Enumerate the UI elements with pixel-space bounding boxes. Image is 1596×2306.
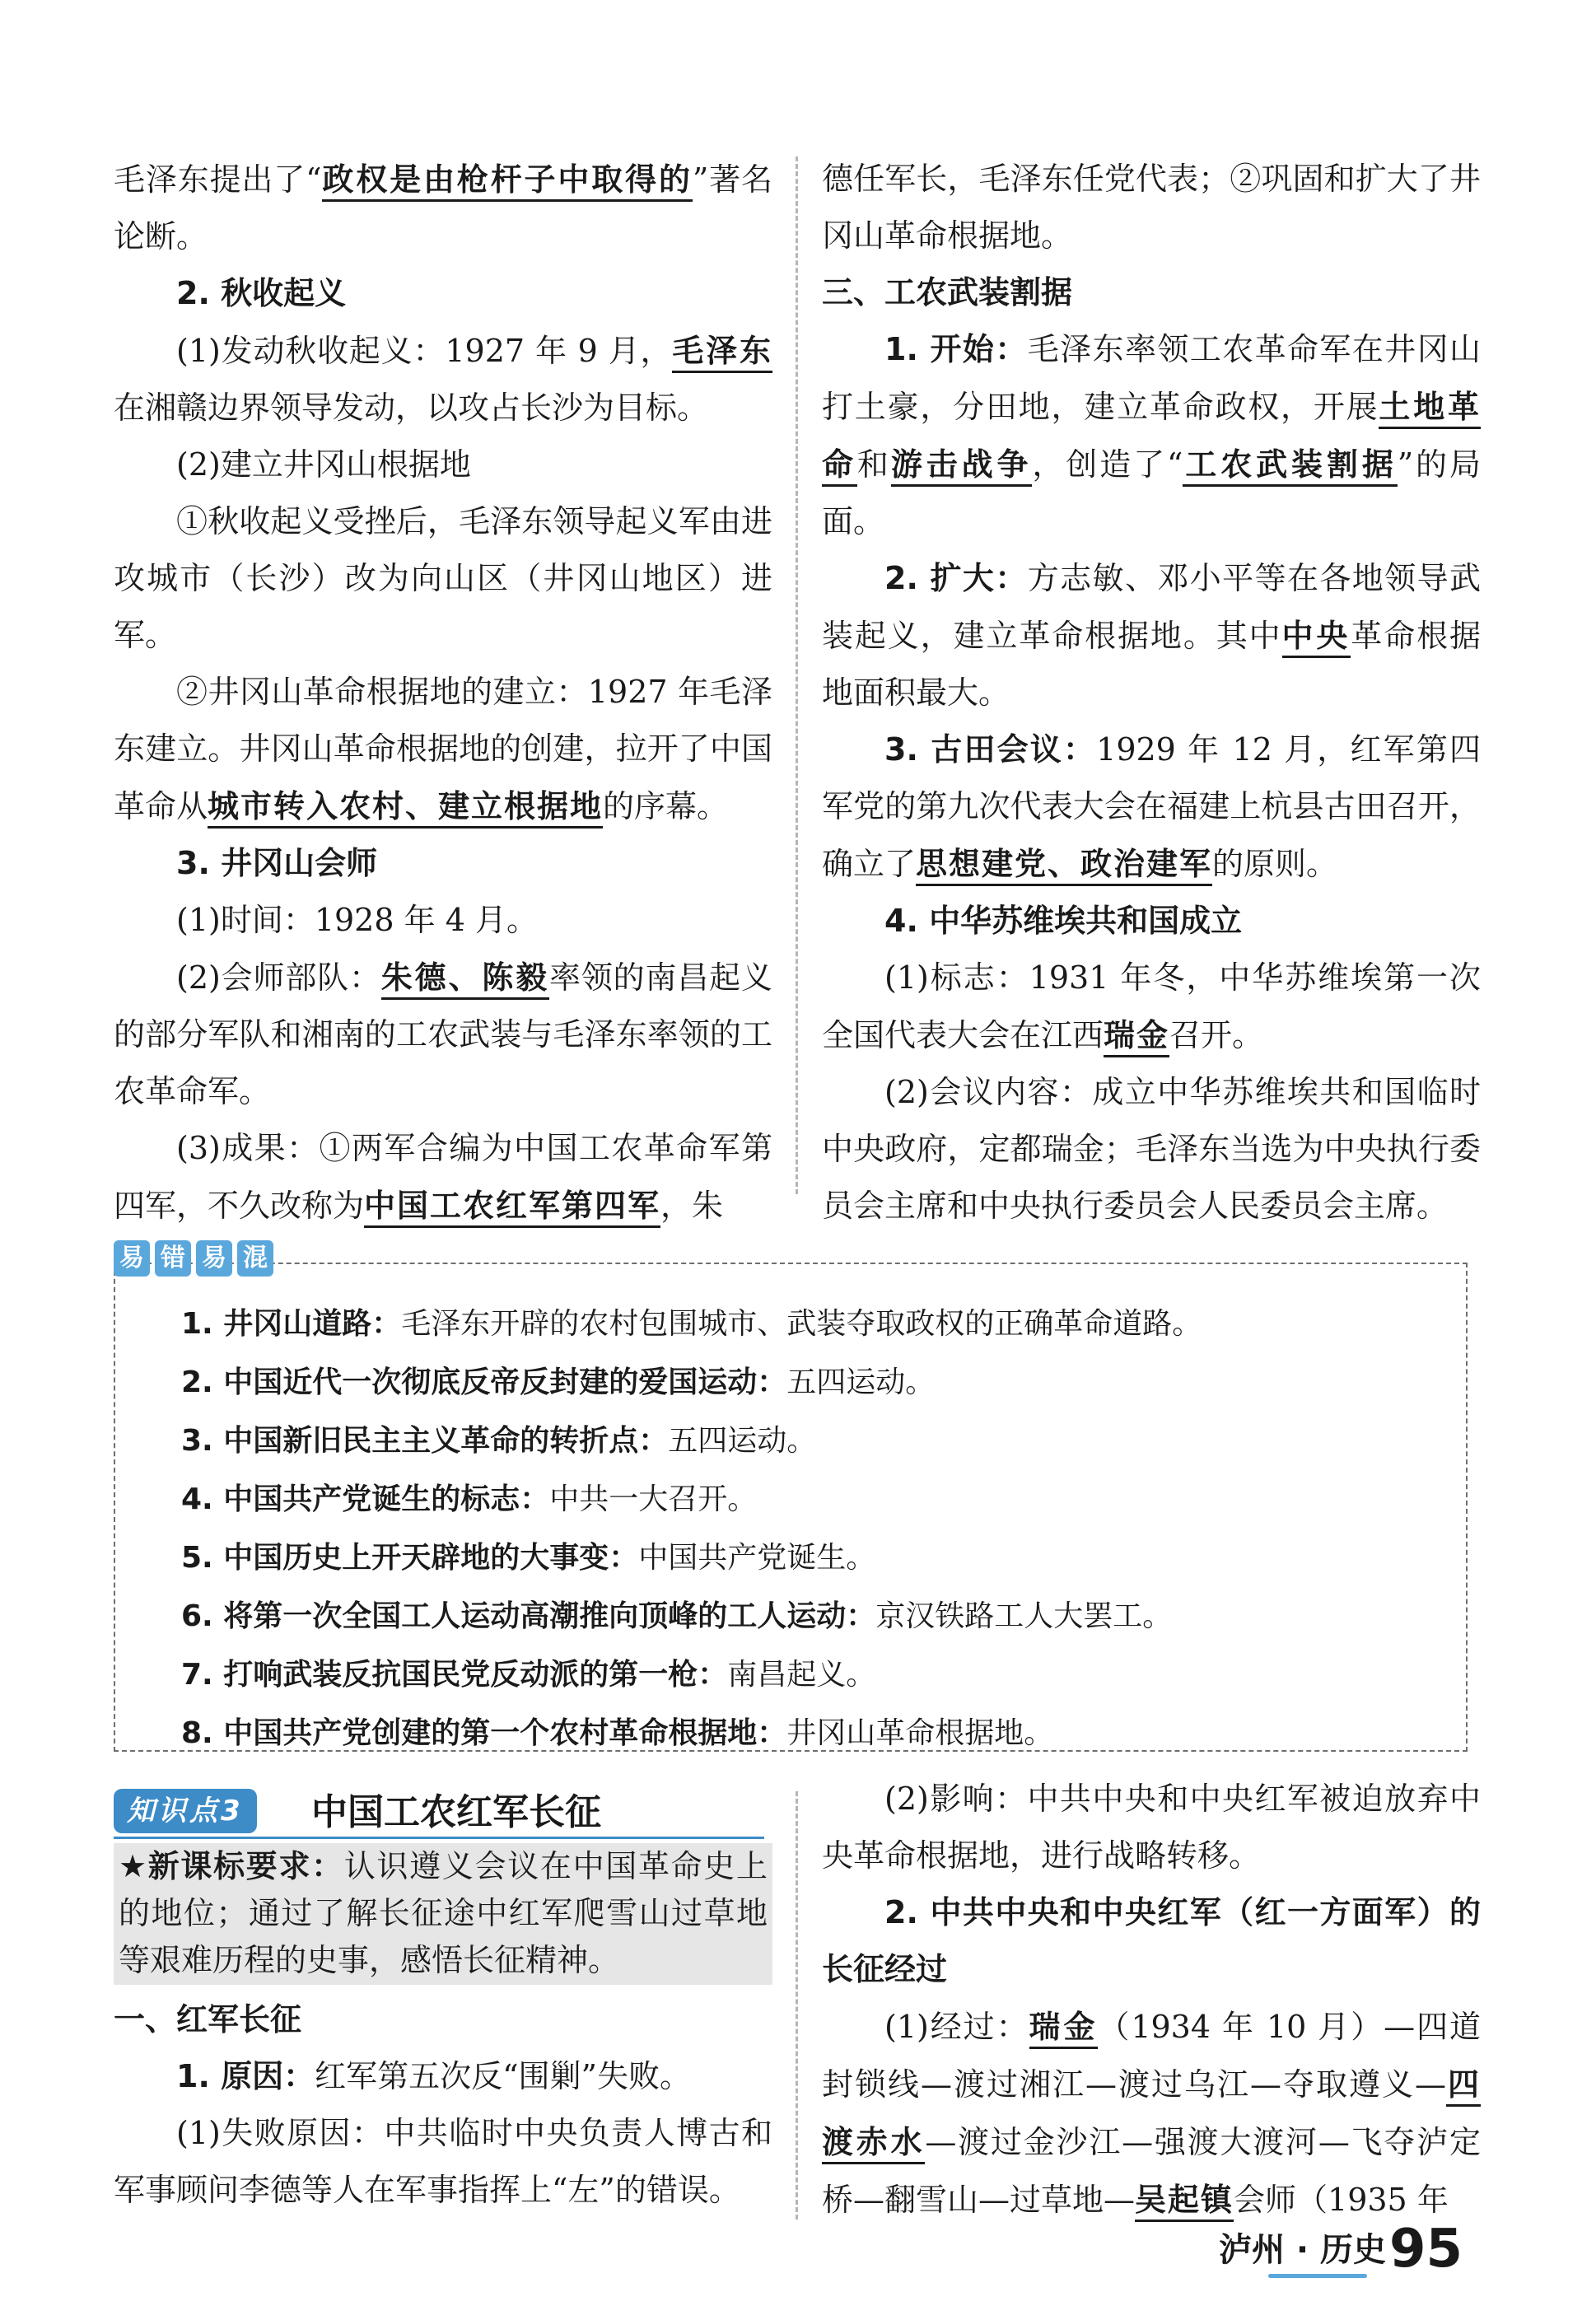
section-heading: 一、红军长征 [114, 2001, 302, 2038]
text-run: ”著名论断。 [114, 161, 772, 254]
paragraph [822, 721, 1481, 893]
text-run: (1)标志：1931 年冬，中华苏维埃第一次全国代表大会在江西 [822, 959, 1481, 1053]
section-heading: 4. 中华苏维埃共和国成立 [884, 903, 1243, 939]
paragraph [822, 151, 1481, 264]
item-text: 五四运动。 [786, 1365, 936, 1399]
footer-accent-bar [1268, 2274, 1367, 2278]
error-prone-tag [114, 1240, 273, 1277]
paragraph [114, 664, 772, 835]
paragraph [114, 436, 772, 493]
text-run: 的序幕。 [603, 788, 729, 824]
paragraph [114, 892, 772, 949]
item-label: 3. 中国新旧民主主义革命的转折点： [181, 1424, 669, 1458]
bold-label: 2. 扩大： [884, 560, 1028, 596]
keyword: 城市转入农村、建立根据地 [208, 787, 603, 829]
text-run: （1934 年 10 月）—四道封锁线—渡过湘江—渡过乌江—夺取遵义— [822, 2009, 1481, 2103]
item-label: 6. 将第一次全国工人运动高潮推向顶峰的工人运动： [181, 1599, 876, 1633]
text-run: 红军第五次反“围剿”失败。 [315, 2058, 691, 2094]
section-heading: 2. 秋收起义 [176, 275, 347, 311]
title-underline [114, 1837, 764, 1839]
text-run: ，朱 [660, 1188, 724, 1224]
tag-char: 易 [114, 1240, 150, 1277]
text-run: 和 [856, 446, 891, 483]
paragraph [114, 493, 772, 664]
text-run: (2)建立井冈山根据地 [176, 446, 471, 483]
keyword: 游击战争 [891, 446, 1033, 487]
paragraph [114, 2048, 772, 2105]
paragraph [114, 322, 772, 436]
text-run: ”的局面。 [822, 446, 1481, 539]
paragraph [822, 321, 1481, 550]
keyword: 思想建党、政治建军 [916, 845, 1212, 886]
bold-label: 1. 原因： [176, 2058, 315, 2094]
item-text: 中国共产党诞生。 [638, 1541, 876, 1575]
knowledge-point-badge: 知识点3 [114, 1789, 257, 1833]
top-left-column [114, 151, 772, 1235]
paragraph [822, 1884, 1481, 1998]
keyword: 瑞金 [1104, 1016, 1169, 1057]
text-run: 率领的南昌起义的部分军队和湘南的工农武装与毛泽东率领的工农革命军。 [114, 959, 772, 1109]
item-label: 2. 中国近代一次彻底反帝反封建的爱国运动： [181, 1365, 787, 1399]
item-label: 4. 中国共产党诞生的标志： [181, 1482, 550, 1516]
paragraph [114, 949, 772, 1120]
list-item [181, 1704, 1202, 1762]
keyword: 中央 [1282, 617, 1351, 658]
section-heading: 3. 井冈山会师 [176, 845, 378, 881]
item-text: 井冈山革命根据地。 [786, 1716, 1054, 1750]
keyword: 吴起镇 [1135, 2181, 1234, 2222]
keyword: 政权是由枪杆子中取得的 [322, 161, 693, 202]
text-run: 在湘赣边界领导发动，以攻占长沙为目标。 [114, 390, 709, 426]
keyword: 中国工农红军第四军 [364, 1187, 660, 1228]
list-item [181, 1295, 1202, 1353]
text-run: (3)成果：①两军合编为中国工农革命军第四军，不久改称为 [114, 1130, 772, 1224]
keyword: 瑞金 [1029, 2008, 1099, 2049]
text-run: 德任军长，毛泽东任党代表；②巩固和扩大了井冈山革命根据地。 [822, 161, 1481, 254]
item-text: 京汉铁路工人大罢工。 [875, 1599, 1173, 1633]
knowledge-point-header [114, 1787, 772, 1840]
list-item [181, 1353, 1202, 1412]
item-label: 1. 井冈山道路： [181, 1307, 402, 1341]
text-run: ②井冈山革命根据地的建立：1927 年毛泽东建立。井冈山革命根据地的创建，拉开了中国革命从 [114, 674, 772, 824]
list-item [181, 1645, 1202, 1704]
keyword: 四渡赤水 [822, 2066, 1481, 2164]
bold-label: 3. 古田会议： [884, 731, 1097, 768]
text-run: (2)会议内容：成立中华苏维埃共和国临时中央政府，定都瑞金；毛泽东当选为中央执行委员会主席和中央执行委员会人民委员会主席。 [822, 1074, 1481, 1224]
item-label: 7. 打响武装反抗国民党反动派的第一枪： [181, 1658, 728, 1692]
paragraph [114, 2105, 772, 2219]
text-run: (1)时间：1928 年 4 月。 [176, 902, 538, 938]
item-text: 南昌起义。 [727, 1658, 876, 1692]
text-run: (1)发动秋收起义：1927 年 9 月， [176, 333, 673, 369]
text-run: ，创造了“ [1032, 446, 1183, 483]
paragraph [822, 1064, 1481, 1235]
list-item [181, 1412, 1202, 1470]
item-text: 毛泽东开辟的农村包围城市、武装夺取政权的正确革命道路。 [401, 1307, 1202, 1341]
footer-label: 泸州 · 历史 [1219, 2231, 1387, 2269]
paragraph [114, 1120, 772, 1235]
keyword: 工农武装割据 [1183, 446, 1397, 487]
list-item [181, 1529, 1202, 1587]
item-text: 五四运动。 [668, 1424, 817, 1458]
bold-label: 2. 中共中央和中央红军（红一方面军）的长征经过 [822, 1894, 1481, 1987]
paragraph [822, 1998, 1481, 2229]
item-text: 中共一大召开。 [549, 1482, 758, 1516]
column-divider [796, 1791, 798, 2220]
page-number: 95 [1388, 2219, 1463, 2280]
paragraph [822, 550, 1481, 721]
bottom-right-column [822, 1771, 1481, 2229]
text-run: 的原则。 [1212, 846, 1338, 882]
list-item [181, 1470, 1202, 1529]
item-label: 8. 中国共产党创建的第一个农村革命根据地： [181, 1716, 787, 1750]
text-run: —渡过金沙江—强渡大渡河—飞夺泸定桥—翻雪山—过草地— [822, 2124, 1481, 2218]
column-divider [796, 156, 798, 1194]
standard-text: 认识遵义会议在中国革命史上的地位；通过了解长征途中红军爬雪山过草地等艰难历程的史事，感悟长征精神。 [119, 1848, 768, 1978]
section-title: 中国工农红军长征 [311, 1791, 601, 1833]
keyword: 土地革命 [822, 388, 1481, 487]
text-run: 会师（1935 年 [1234, 2182, 1449, 2218]
text-run: 方志敏、邓小平等在各地领导武装起义，建立革命根据地。其中 [822, 560, 1481, 654]
text-run: (2)会师部队： [176, 959, 381, 996]
error-prone-list [181, 1295, 1202, 1762]
text-run: ①秋收起义受挫后，毛泽东领导起义军由进攻城市（长沙）改为向山区（井冈山地区）进军。 [114, 503, 772, 653]
page-footer [1219, 2220, 1474, 2285]
item-label: 5. 中国历史上开天辟地的大事变： [181, 1541, 639, 1575]
tag-char: 混 [237, 1240, 273, 1277]
tag-char: 错 [155, 1240, 191, 1277]
top-right-column [822, 151, 1481, 1235]
list-item [181, 1587, 1202, 1645]
text-run: 革命根据地面积最大。 [822, 618, 1481, 711]
paragraph [114, 151, 772, 265]
tag-char: 易 [196, 1240, 232, 1277]
keyword: 朱德、陈毅 [381, 959, 549, 1000]
text-run: 1929 年 12 月，红军第四军党的第九次代表大会在福建上杭县古田召开，确立了 [822, 731, 1481, 882]
text-run: (2)影响：中共中央和中央红军被迫放弃中央革命根据地，进行战略转移。 [822, 1781, 1481, 1874]
section-heading: 三、工农武装割据 [822, 274, 1073, 310]
text-run: 召开。 [1169, 1017, 1264, 1053]
standard-label: ★新课标要求： [119, 1848, 344, 1884]
text-run: (1)失败原因：中共临时中央负责人博古和军事顾问李德等人在军事指挥上“左”的错误。 [114, 2115, 772, 2208]
text-run: 毛泽东提出了“ [114, 161, 322, 198]
paragraph [822, 950, 1481, 1064]
keyword: 毛泽东 [672, 332, 772, 373]
paragraph [822, 1771, 1481, 1884]
curriculum-standard-box [114, 1843, 772, 1985]
bold-label: 1. 开始： [884, 331, 1028, 367]
text-run: 毛泽东率领工农革命军在井冈山打土豪，分田地，建立革命政权，开展 [822, 331, 1481, 425]
bottom-left-column [114, 1991, 772, 2219]
text-run: (1)经过： [884, 2009, 1029, 2045]
